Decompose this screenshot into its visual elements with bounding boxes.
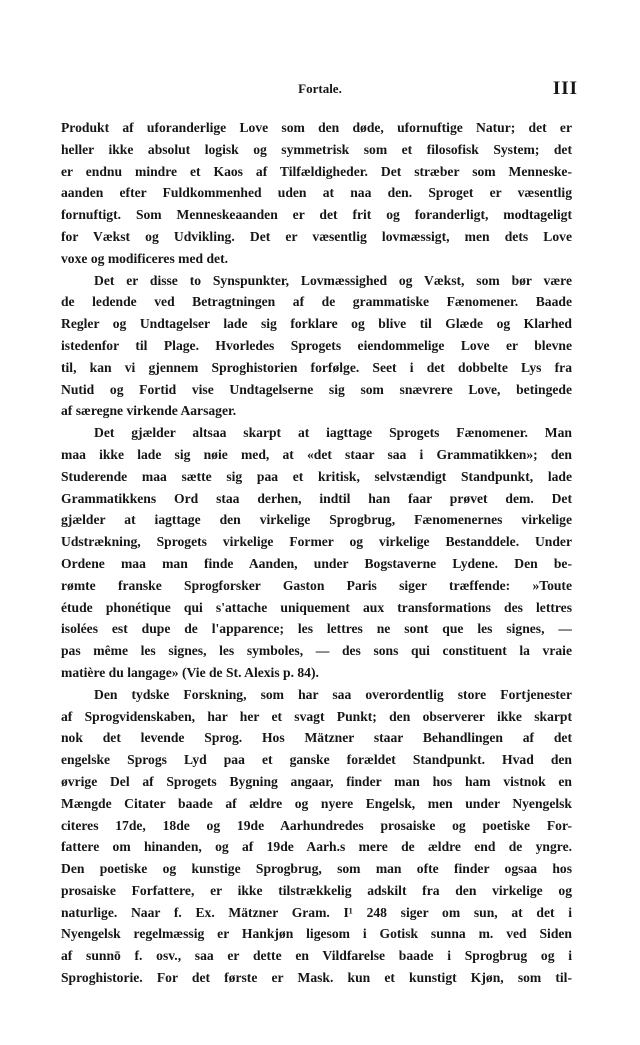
text-line: Det gjælder altsaa skarpt at iagttage Sprogets Fænomener. Man <box>94 425 572 441</box>
text-line: naturlige. Naar f. Ex. Mätzner Gram. I¹ 248 siger om sun, at det i <box>61 904 572 920</box>
text-line: Studerende maa sætte sig paa et kritisk, selvstændigt Standpunkt, lade <box>61 468 572 484</box>
text-line: Nutid og Fortid vise Undtagelserne sig som snævrere Love, betingede <box>61 381 572 397</box>
text-line: Regler og Undtagelser lade sig forklare og blive til Glæde og Klarhed <box>61 316 572 332</box>
running-header <box>0 78 640 102</box>
page-number: III <box>552 78 578 99</box>
text-line: Udstrækning, Sprogets virkelige Former og virkelige Bestanddele. Under <box>61 534 572 550</box>
text-line: istedenfor til Plage. Hvorledes Sprogets eiendommelige Love er blevne <box>61 337 572 353</box>
text-line: gjælder at iagttage den virkelige Sprogbrug, Fænomenernes virkelige <box>61 512 572 528</box>
text-line: Ordene maa man finde Aanden, under Bogstaverne Lydene. Den be- <box>61 555 572 571</box>
text-line: fornuftigt. Som Menneskeaanden er det frit og foranderligt, modtageligt <box>61 207 572 223</box>
text-line: rømte franske Sprogforsker Gaston Paris siger træffende: »Toute <box>61 577 572 593</box>
body-text <box>61 117 572 989</box>
text-line: øvrige Del af Sprogets Bygning angaar, finder man hos ham vistnok en <box>61 773 572 789</box>
text-line: af sunnō f. osv., saa er dette en Vildfarelse baade i Sprogbrug og i <box>61 948 572 964</box>
text-line: Den tydske Forskning, som har saa overordentlig store Fortjenester <box>94 686 572 702</box>
text-line: Grammatikkens Ord staa derhen, indtil han faar prøvet dem. Det <box>61 490 572 506</box>
text-line: er endnu mindre et Kaos af Tilfældigheder. Det stræber som Menneske- <box>61 163 572 179</box>
text-line: fattere om hinanden, og af 19de Aarh.s mere de ældre end de yngre. <box>61 839 572 855</box>
text-line: engelske Sprogs Lyd paa et ganske forældet Standpunkt. Hvad den <box>61 752 572 768</box>
text-line: for Vækst og Udvikling. Det er væsentlig lovmæssigt, men dets Love <box>61 228 572 244</box>
text-line: citeres 17de, 18de og 19de Aarhundredes prosaiske og poetiske For- <box>61 817 572 833</box>
text-line: voxe og modificeres med det. <box>61 250 228 266</box>
text-line: isolées est dupe de l'apparence; les lettres ne sont que les signes, — <box>61 621 572 637</box>
text-line: étude phonétique qui s'attache uniquement aux transformations des lettres <box>61 599 572 615</box>
text-line: maa ikke lade sig nøie med, at «det staar saa i Grammatikken»; den <box>61 446 572 462</box>
text-line: heller ikke absolut logisk og symmetrisk som et filosofisk System; det <box>61 141 572 157</box>
text-line: Produkt af uforanderlige Love som den døde, ufornuftige Natur; det er <box>61 120 572 135</box>
text-line: aanden efter Fuldkommenhed uden at naa den. Sproget er væsentlig <box>61 185 572 201</box>
header-title: Fortale. <box>298 81 342 96</box>
text-line: prosaiske Forfattere, er ikke tilstrækkelig adskilt fra den virkelige og <box>61 882 572 898</box>
text-line: Nyengelsk regelmæssig er Hankjøn ligesom i Gotisk sunna m. ved Siden <box>61 926 572 942</box>
text-line: af særegne virkende Aarsager. <box>61 403 237 419</box>
text-line: de ledende ved Betragtningen af de grammatiske Fænomener. Baade <box>61 294 572 310</box>
text-line: Sproghistorie. For det første er Mask. kun et kunstigt Kjøn, som til- <box>61 970 572 986</box>
text-line: pas même les signes, les symboles, — des sons qui constituent la vraie <box>61 643 572 659</box>
text-line: Den poetiske og kunstige Sprogbrug, som man ofte finder ogsaa hos <box>61 861 572 877</box>
text-line: til, kan vi gjennem Sproghistorien forfølge. Seet i det dobbelte Lys fra <box>61 359 572 375</box>
text-line: nok det levende Sprog. Hos Mätzner staar Behandlingen af det <box>61 730 572 746</box>
text-line: matière du langage» (Vie de St. Alexis p. 84). <box>61 664 319 680</box>
text-line: Det er disse to Synspunkter, Lovmæssighed og Vækst, som bør være <box>94 272 572 288</box>
text-line: Mængde Citater baade af ældre og nyere Engelsk, men under Nyengelsk <box>61 795 572 811</box>
text-line: af Sprogvidenskaben, har her et svagt Punkt; den observerer ikke skarpt <box>61 708 572 724</box>
